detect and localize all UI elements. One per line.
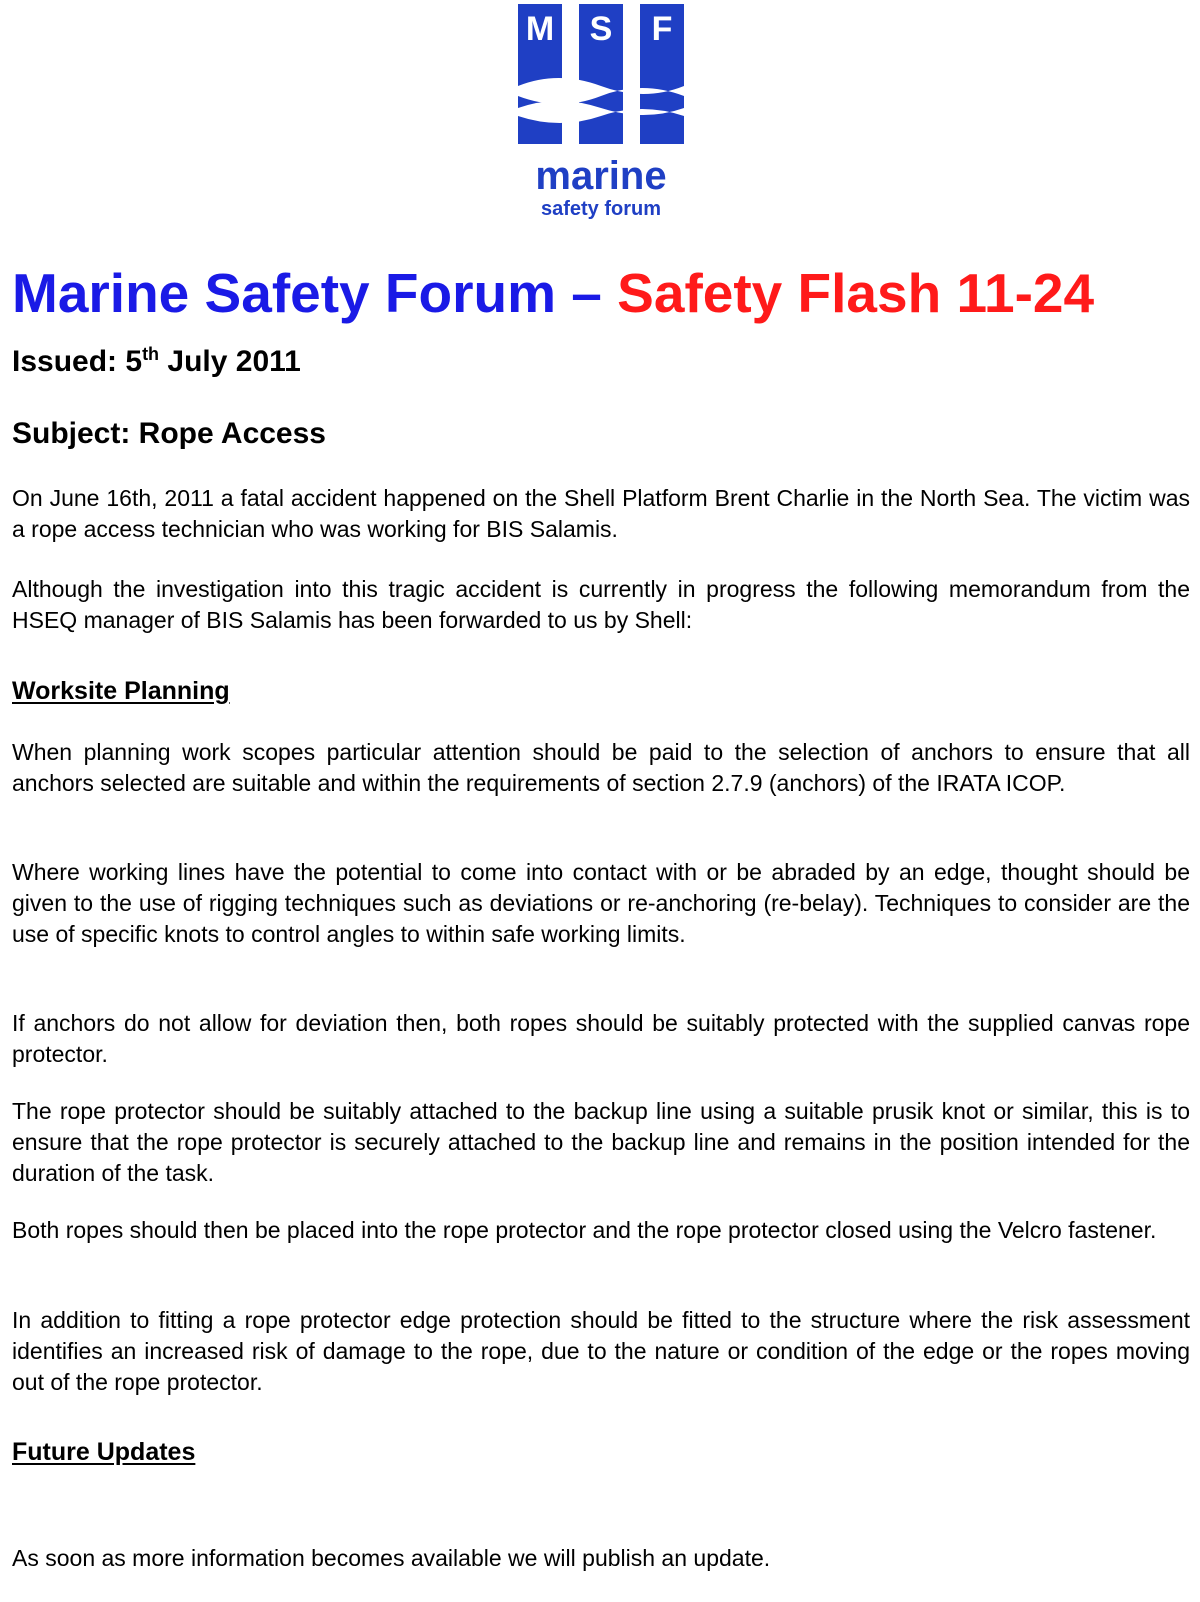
future-updates-text: As soon as more information becomes available we will publish an update.: [12, 1545, 771, 1571]
intro-paragraph-2: Although the investigation into this tragic accident is currently in progress the following memorandum from the HSEQ manager of BIS Salamis has been forwarded to us by Shell:: [12, 576, 1190, 633]
title-flash-number: Safety Flash 11-24: [617, 262, 1095, 324]
worksite-paragraph-5: Both ropes should then be placed into the rope protector and the rope protector closed using the Velcro fastener.: [12, 1217, 1157, 1243]
issued-ordinal: th: [142, 344, 160, 364]
logo-wordmark-marine: marine: [535, 154, 667, 198]
worksite-paragraph-3: If anchors do not allow for deviation then, both ropes should be suitably protected with the supplied canvas rope protector.: [12, 1010, 1190, 1067]
subject-line: Subject: Rope Access: [12, 417, 326, 450]
issued-month-year: July 2011: [159, 345, 301, 378]
worksite-planning-heading: Worksite Planning: [12, 677, 230, 705]
worksite-paragraph-4: The rope protector should be suitably attached to the backup line using a suitable prusik knot or similar, this is to ensure that the rope protector is securely attached to the backup line and remains in the position intended for the duration of the task.: [12, 1098, 1190, 1186]
future-updates-heading: Future Updates: [12, 1438, 196, 1466]
logo-letter-m: M: [525, 10, 555, 48]
worksite-paragraph-1: When planning work scopes particular attention should be paid to the selection of anchors to ensure that all anchors selected are suitable and within the requirements of section 2.7.9 (anchors) of the IRATA ICOP.: [12, 739, 1190, 796]
logo-letter-f: F: [651, 10, 673, 48]
page-title: [12, 262, 1192, 324]
worksite-paragraph-6: In addition to fitting a rope protector edge protection should be fitted to the structure where the risk assessment identifies an increased risk of damage to the rope, due to the nature or condition of the edge or the ropes moving out of the rope protector.: [12, 1307, 1190, 1395]
title-forum: Marine Safety Forum –: [12, 262, 618, 324]
worksite-paragraph-2: Where working lines have the potential to come into contact with or be abraded by an edge, thought should be given to the use of rigging techniques such as deviations or re-anchoring (re-belay). Techniques to consider are the use of specific knots to control angles to within safe working limits.: [12, 859, 1190, 947]
logo-wordmark-safety-forum: safety forum: [540, 198, 662, 220]
msf-logo-emblem: [518, 4, 684, 154]
msf-logo: [518, 4, 684, 220]
logo-letter-s: S: [589, 10, 613, 48]
issued-label: Issued: 5: [12, 345, 143, 378]
intro-paragraph-1: On June 16th, 2011 a fatal accident happened on the Shell Platform Brent Charlie in the North Sea. The victim was a rope access technician who was working for BIS Salamis.: [12, 485, 1190, 542]
issued-date: [12, 344, 301, 380]
